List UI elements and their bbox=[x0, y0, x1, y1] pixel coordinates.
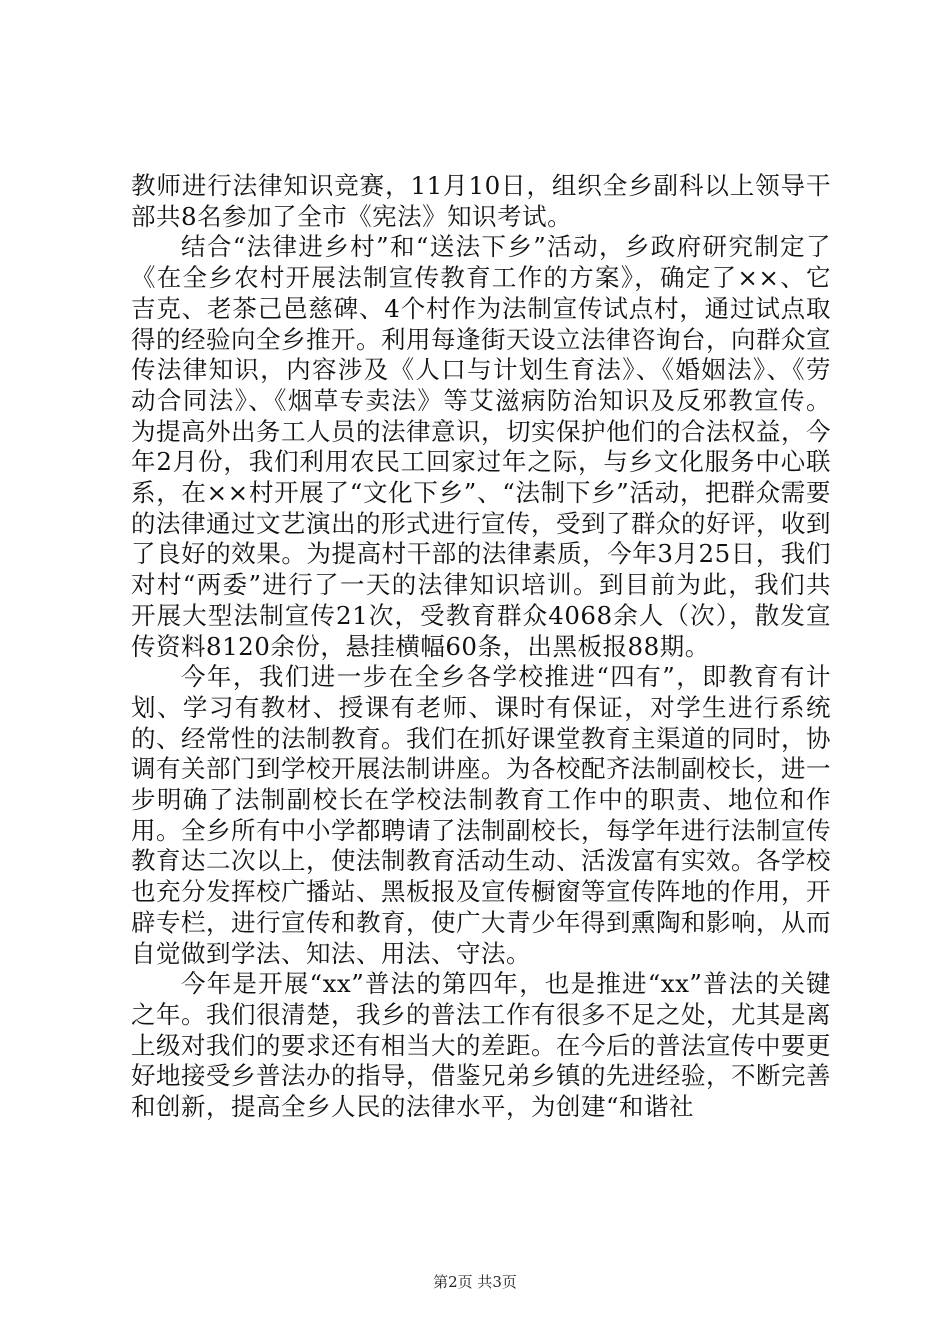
paragraph-future-work: 今年是开展“xx”普法的第四年，也是推进“xx”普法的关键之年。我们很清楚，我乡的普法工作有很多不足之处，尤其是离上级对我们的要求还有相当大的差距。在今后的普法宣传中要更好地接受乡普法办的指导，借鉴兄弟乡镇的先进经验，不断完善和创新，提高全乡人民的法律水平，为创建“和谐社 bbox=[131, 969, 831, 1122]
page-number-footer: 第2页 共3页 bbox=[433, 1273, 517, 1291]
paragraph-school-legal-education: 今年，我们进一步在全乡各学校推进“四有”，即教育有计划、学习有教材、授课有老师、课时有保证，对学生进行系统的、经常性的法制教育。我们在抓好课堂教育主渠道的同时，协调有关部门到学校开展法制讲座。为各校配齐法制副校长，进一步明确了法制副校长在学校法制教育工作中的职责、地位和作用。全乡所有中小学都聘请了法制副校长，每学年进行法制宣传教育达二次以上，使法制教育活动生动、活泼富有实效。各学校也充分发挥校广播站、黑板报及宣传橱窗等宣传阵地的作用，开辟专栏，进行宣传和教育，使广大青少年得到熏陶和影响，从而自觉做到学法、知法、用法、守法。 bbox=[131, 662, 831, 968]
paragraph-legal-publicity-campaign: 结合“法律进乡村”和“送法下乡”活动，乡政府研究制定了《在全乡农村开展法制宣传教育工作的方案》，确定了××、它吉克、老茶己邑慈碑、4个村作为法制宣传试点村，通过试点取得的经验向全乡推开。利用每逢街天设立法律咨询台，向群众宣传法律知识，内容涉及《人口与计划生育法》、《婚姻法》、《劳动合同法》、《烟草专卖法》等艾滋病防治知识及反邪教宣传。为提高外出务工人员的法律意识，切实保护他们的合法权益，今年2月份，我们利用农民工回家过年之际，与乡文化服务中心联系，在××村开展了“文化下乡”、“法制下乡”活动，把群众需要的法律通过文艺演出的形式进行宣传，受到了群众的好评，收到了良好的效果。为提高村干部的法律素质，今年3月25日，我们对村“两委”进行了一天的法律知识培训。到目前为此，我们共开展大型法制宣传21次，受教育群众4068余人（次），散发宣传资料8120余份，悬挂横幅60条，出黑板报88期。 bbox=[131, 232, 831, 661]
paragraph-continuation: 教师进行法律知识竞赛，11月10日，组织全乡副科以上领导干部共8名参加了全市《宪法》知识考试。 bbox=[131, 171, 831, 231]
document-body bbox=[131, 171, 831, 1123]
